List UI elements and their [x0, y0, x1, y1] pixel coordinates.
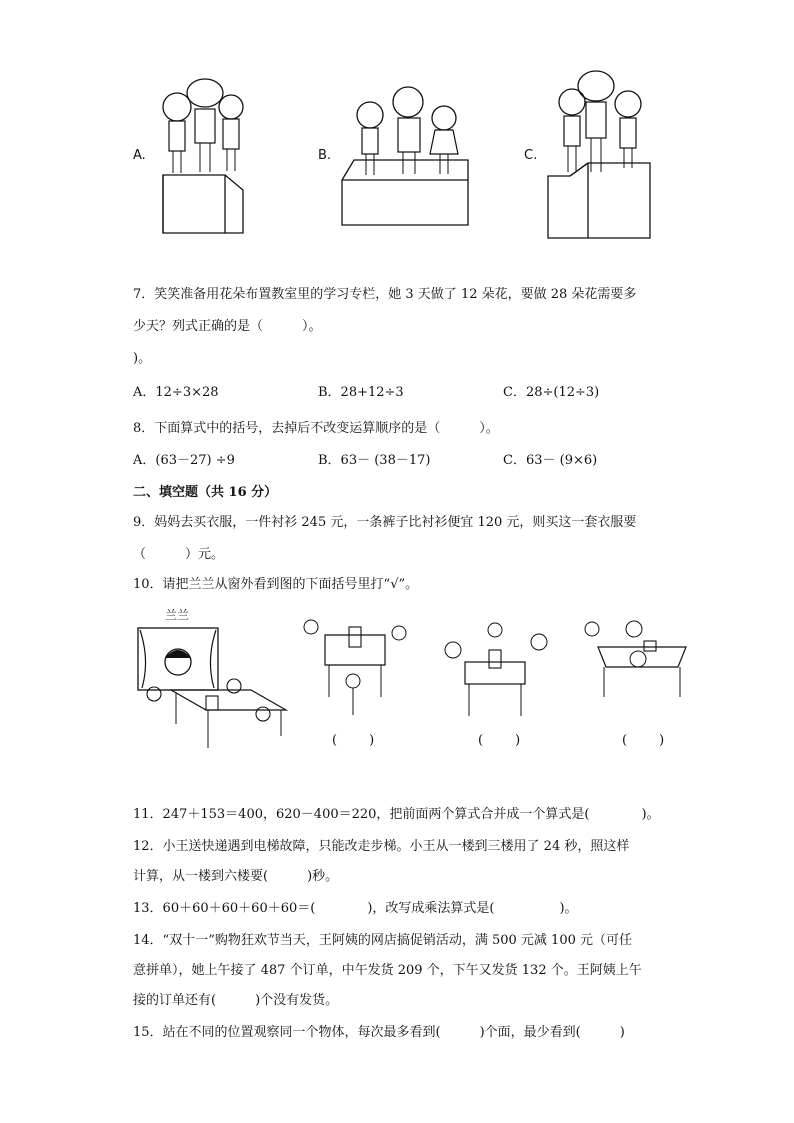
q10-question-line-1: 10．请把兰兰从窗外看到图的下面括号里打“√”。	[133, 577, 419, 592]
q10-answer-1[interactable]: ( )	[332, 733, 377, 748]
q10-option-1-figure	[295, 615, 415, 725]
lanlan-label: 兰兰	[165, 608, 190, 622]
q6-option-b-figure	[340, 80, 470, 230]
section-title: 二、填空题（共 16 分）	[133, 485, 278, 500]
q12-question-line-2: 计算，从一楼到六楼要( )秒。	[133, 869, 339, 884]
q12-question-line-1: 12．小王送快递遇到电梯故障，只能改走步梯。小王从一楼到三楼用了 24 秒，照这样	[133, 839, 630, 854]
q8-option-a[interactable]: A．(63－27) ÷9	[133, 453, 235, 468]
q7-question-line-1: 7．笑笑准备用花朵布置教室里的学习专栏，她 3 天做了 12 朵花，要做 28 朵花需要多	[133, 287, 637, 302]
q7-question-line-2: 少天？列式正确的是（ ）。	[133, 319, 322, 334]
q10-option-2-figure	[435, 620, 565, 720]
q6-option-b-label[interactable]: B.	[318, 148, 332, 163]
q14-question-line-3: 接的订单还有( )个没有发货。	[133, 993, 339, 1008]
q7-question-line-3: )。	[133, 351, 152, 366]
q7-option-a[interactable]: A．12÷3×28	[133, 385, 219, 400]
q10-option-3-figure	[578, 615, 693, 705]
q9-question-line-1: 9．妈妈去买衣服，一件衬衫 245 元，一条裤子比衬衫便宜 120 元，则买这一套衣服要	[133, 515, 637, 530]
q8-question-line-1: 8．下面算式中的括号，去掉后不改变运算顺序的是（ ）。	[133, 421, 499, 436]
q6-option-c-figure	[546, 68, 656, 243]
q9-question-line-2: （ ）元。	[133, 547, 225, 562]
q7-option-b[interactable]: B．28+12÷3	[318, 385, 404, 400]
q6-option-a-label[interactable]: A.	[133, 148, 146, 163]
q10-window-scene	[136, 620, 286, 750]
q8-option-c[interactable]: C．63－ (9×6)	[503, 453, 598, 468]
q6-option-a-figure	[155, 75, 255, 235]
q14-question-line-2: 意拼单），她上午接了 487 个订单，中午发货 209 个，下午又发货 132 个。王阿姨上午	[133, 963, 642, 978]
q6-option-c-label[interactable]: C.	[524, 148, 538, 163]
q11-question-line-1: 11．247＋153＝400，620－400＝220，把前面两个算式合并成一个算式是( )。	[133, 807, 660, 822]
q13-question-line-1: 13．60＋60＋60＋60＋60＝( )，改写成乘法算式是( )。	[133, 901, 578, 916]
q10-answer-2[interactable]: ( )	[478, 733, 523, 748]
q14-question-line-1: 14．“双十一”购物狂欢节当天，王阿姨的网店搞促销活动，满 500 元减 100 元（可任	[133, 933, 632, 948]
q8-option-b[interactable]: B．63－ (38－17)	[318, 453, 431, 468]
q7-option-c[interactable]: C．28÷(12÷3)	[503, 385, 600, 400]
q10-answer-3[interactable]: ( )	[622, 733, 667, 748]
q15-question-line-1: 15．站在不同的位置观察同一个物体，每次最多看到( )个面，最少看到( )	[133, 1025, 625, 1040]
